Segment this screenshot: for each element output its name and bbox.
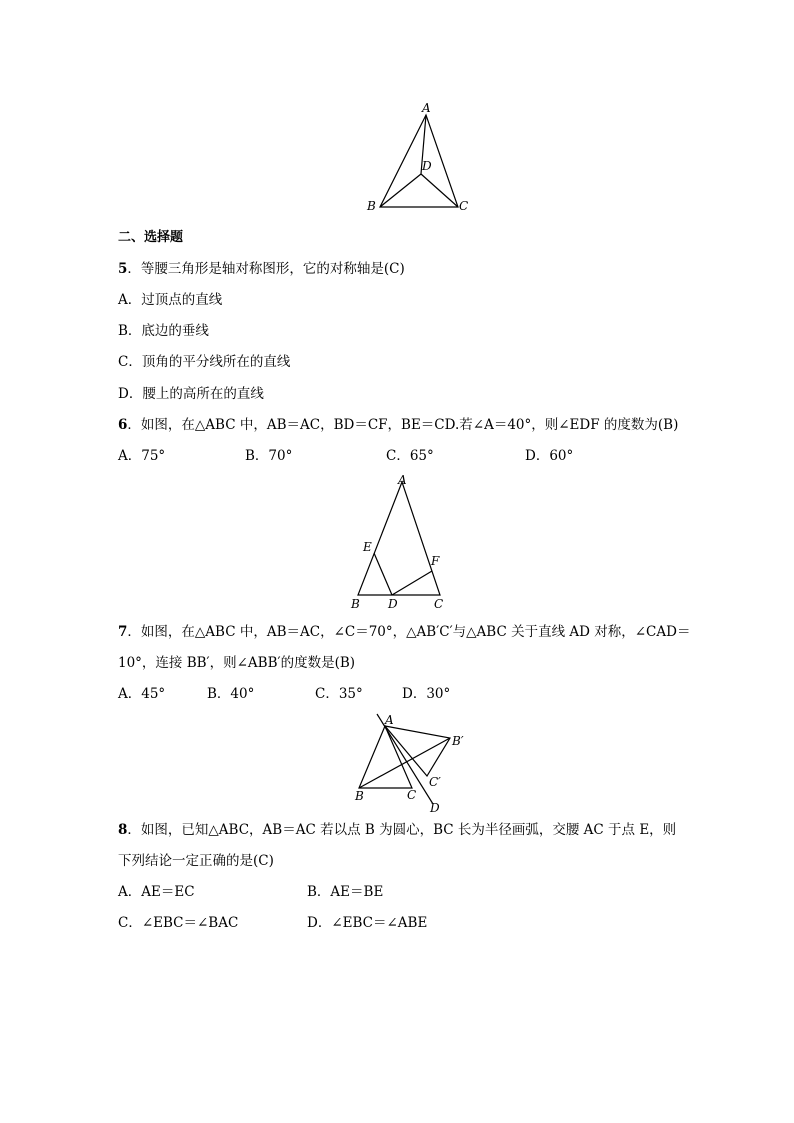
option-a: A．过顶点的直线 — [118, 292, 223, 308]
triangle-abc — [358, 482, 440, 595]
question-number: 7 — [118, 624, 128, 640]
option-a: A．AE＝EC — [118, 884, 195, 900]
label-b: B — [355, 789, 364, 803]
question-stem-line1: ．如图，已知△ABC，AB＝AC 若以点 B 为圆心，BC 长为半径画弧，交腰 AC 于点 E，则 — [127, 822, 677, 838]
label-c: C — [407, 788, 417, 802]
option-d: D．腰上的高所在的直线 — [118, 386, 264, 402]
label-d: D — [388, 597, 398, 611]
segment-bd — [380, 174, 421, 207]
option-b: B．底边的垂线 — [118, 323, 209, 339]
label-b: B — [351, 597, 360, 611]
option-b: B．AE＝BE — [307, 884, 384, 900]
question-stem: ．如图，在△ABC 中，AB＝AC，BD＝CF，BE＝CD.若∠A＝40°，则∠EDF 的度数为(B) — [127, 417, 679, 433]
label-a: A — [398, 473, 407, 487]
question-stem-line2: 10°，连接 BB′，则∠ABB′的度数是(B) — [118, 655, 356, 671]
option-d: D．∠EBC＝∠ABE — [307, 915, 428, 931]
label-b: B — [367, 199, 376, 213]
label-f: F — [431, 554, 440, 568]
option-a: A．45° — [118, 686, 166, 702]
question-number: 6 — [118, 417, 128, 433]
segment-ed — [374, 553, 392, 595]
label-c: C — [434, 597, 444, 611]
label-d: D — [430, 801, 440, 815]
question-7 — [118, 624, 690, 640]
triangle-abc — [380, 115, 458, 207]
label-c: C — [459, 199, 469, 213]
label-d: D — [422, 159, 432, 173]
question-number: 5 — [118, 261, 128, 277]
question-stem-line2: 下列结论一定正确的是(C) — [118, 853, 274, 869]
question-5 — [118, 261, 405, 277]
label-e: E — [363, 540, 372, 554]
figure-triangle-abcd — [360, 100, 480, 215]
label-c-prime: C′ — [429, 775, 441, 789]
question-number: 8 — [118, 822, 128, 838]
question-stem-line1: ．如图，在△ABC 中，AB＝AC，∠C＝70°，△AB′C′与△ABC 关于直线 AD 对称，∠CAD＝ — [127, 624, 691, 640]
label-a: A — [422, 101, 431, 115]
label-b-prime: B′ — [452, 734, 464, 748]
option-c: C．35° — [315, 686, 363, 702]
option-a: A．75° — [118, 448, 166, 464]
option-d: D．30° — [402, 686, 451, 702]
figure-q6 — [345, 472, 455, 614]
figure-q7 — [345, 708, 475, 816]
section-title: 二、选择题 — [118, 230, 184, 245]
option-c: C．∠EBC＝∠BAC — [118, 915, 239, 931]
option-b: B．40° — [207, 686, 255, 702]
label-a: A — [385, 713, 394, 727]
segment-df — [392, 571, 432, 595]
question-stem: ．等腰三角形是轴对称图形，它的对称轴是(C) — [127, 261, 405, 277]
question-8 — [118, 822, 676, 838]
option-b: B．70° — [245, 448, 293, 464]
option-c: C．顶角的平分线所在的直线 — [118, 354, 291, 370]
question-6 — [118, 417, 678, 433]
option-c: C．65° — [386, 448, 434, 464]
option-d: D．60° — [525, 448, 574, 464]
